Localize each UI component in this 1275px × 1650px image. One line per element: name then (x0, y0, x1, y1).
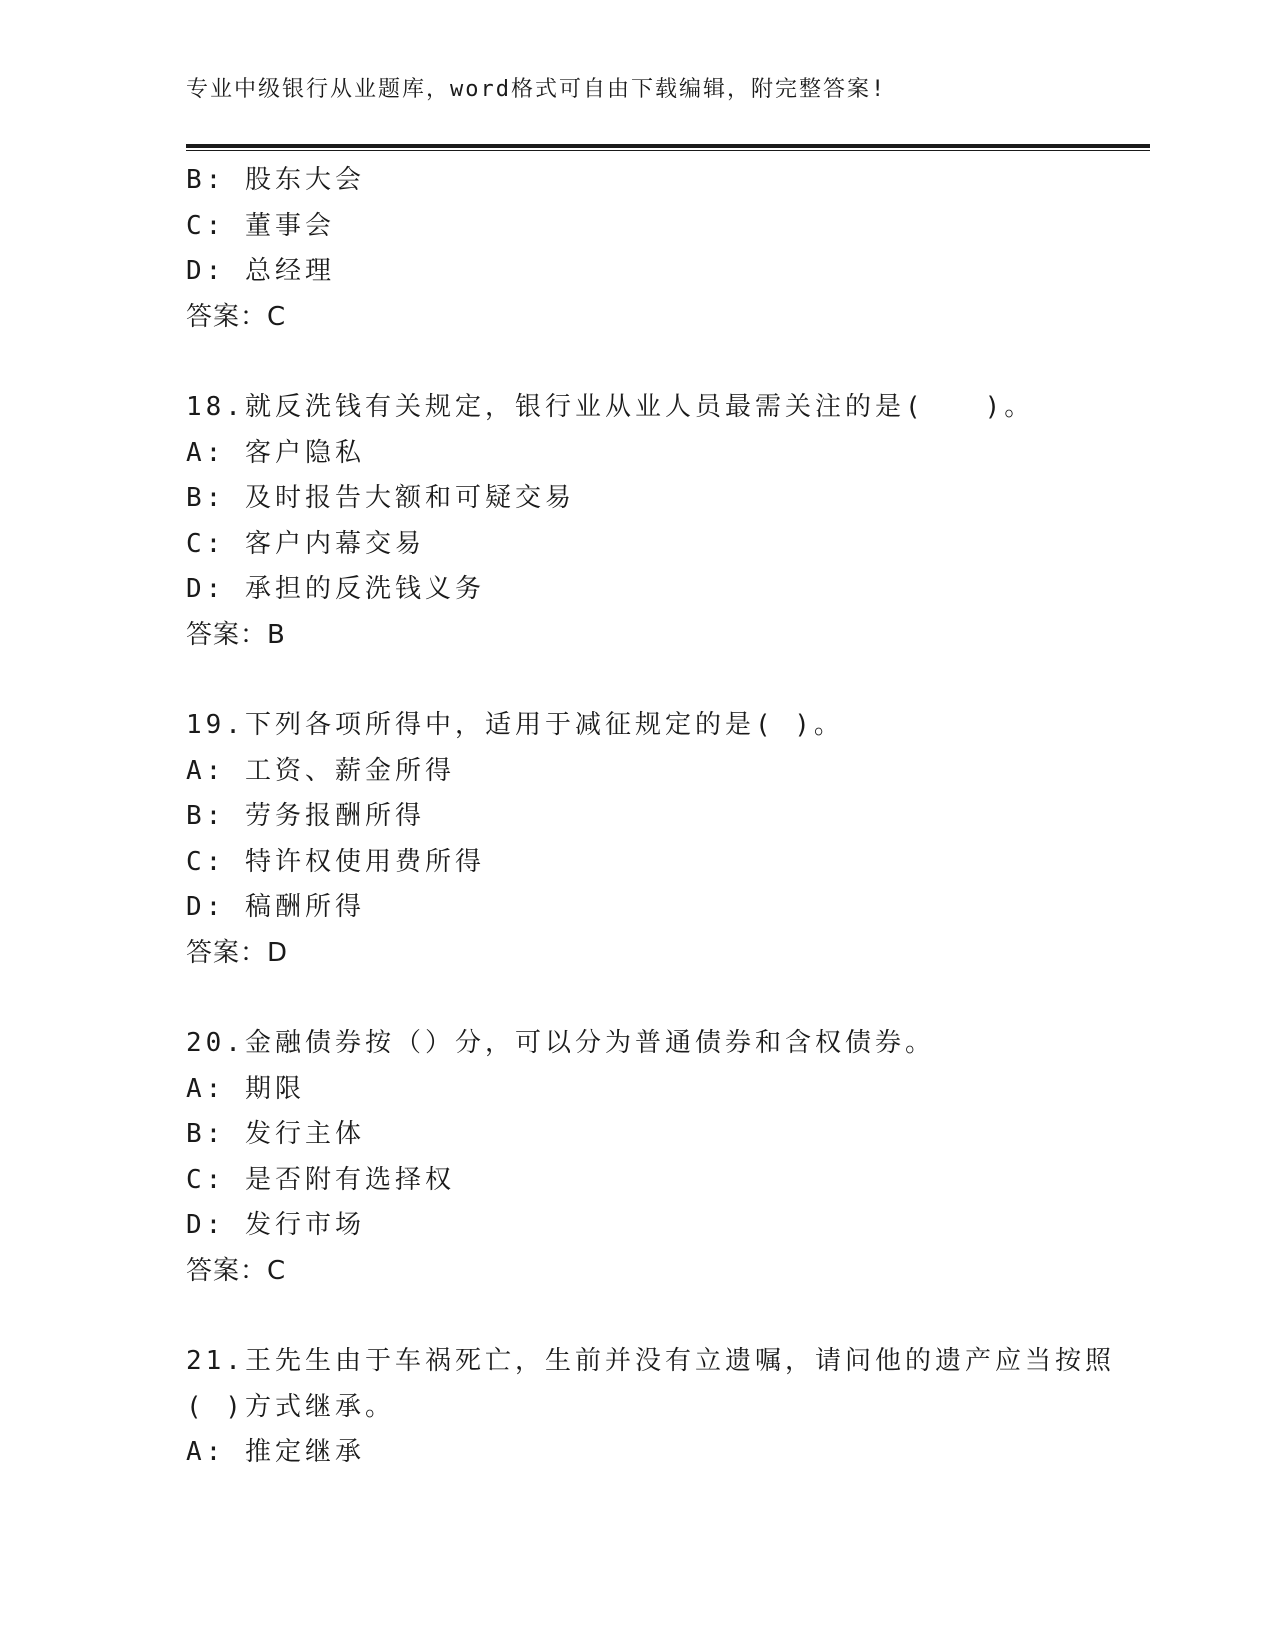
question-stem: 18.就反洗钱有关规定，银行业从业人员最需关注的是( )。 (186, 392, 1035, 422)
question-block (186, 1021, 1150, 1294)
question-stem: 20.金融债券按（）分，可以分为普通债券和含权债券。 (186, 1028, 935, 1058)
question-block (186, 1339, 1150, 1476)
answer-option: A: 推定继承 (186, 1437, 365, 1467)
answer-option: C: 董事会 (186, 210, 335, 241)
answer-option: D: 总经理 (186, 256, 335, 286)
answer-option: A: 期限 (186, 1073, 305, 1104)
answer-option: C: 是否附有选择权 (186, 1164, 455, 1195)
header-rule-thick (186, 144, 1150, 148)
question-block (186, 158, 1150, 340)
answer-option: B: 及时报告大额和可疑交易 (186, 483, 575, 513)
answer-option: C: 客户内幕交易 (186, 528, 425, 559)
question-block (186, 385, 1150, 658)
question-stem: ( )方式继承。 (186, 1391, 395, 1422)
answer-key: 答案：B (186, 619, 286, 650)
question-block (186, 703, 1150, 976)
answer-key: 答案：D (186, 937, 289, 968)
answer-option: A: 客户隐私 (186, 437, 365, 468)
answer-key: 答案：C (186, 1255, 287, 1286)
header-rule-thin (186, 150, 1150, 151)
answer-option: D: 发行市场 (186, 1210, 365, 1240)
answer-option: D: 承担的反洗钱义务 (186, 574, 485, 604)
answer-option: B: 劳务报酬所得 (186, 801, 425, 831)
question-stem: 21.王先生由于车祸死亡，生前并没有立遗嘱，请问他的遗产应当按照 (186, 1346, 1115, 1376)
answer-option: C: 特许权使用费所得 (186, 846, 485, 877)
answer-option: B: 发行主体 (186, 1119, 365, 1149)
answer-option: B: 股东大会 (186, 165, 365, 195)
answer-option: A: 工资、薪金所得 (186, 755, 455, 786)
answer-option: D: 稿酬所得 (186, 892, 365, 922)
answer-key: 答案：C (186, 301, 287, 332)
question-stem: 19.下列各项所得中，适用于减征规定的是( )。 (186, 710, 844, 740)
question-list (186, 158, 1150, 1476)
page-header-text: 专业中级银行从业题库，word格式可自由下载编辑，附完整答案! (186, 77, 887, 102)
